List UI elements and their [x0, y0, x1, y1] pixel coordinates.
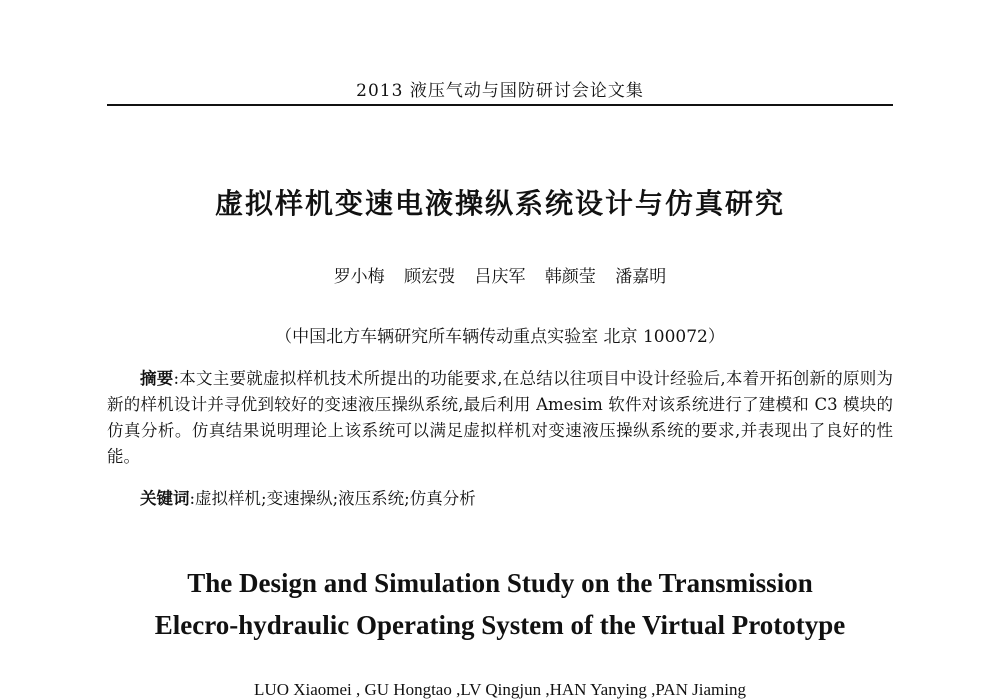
keywords-text: :虚拟样机;变速操纵;液压系统;仿真分析 [189, 489, 476, 508]
authors-english: LUO Xiaomei , GU Hongtao ,LV Qingjun ,HAN Yanying ,PAN Jiaming [254, 680, 746, 699]
paper-title-english-line1: The Design and Simulation Study on the Transmission [187, 568, 813, 598]
paper-title-english [0, 562, 1000, 646]
paper-title-english-line2: Elecro-hydraulic Operating System of the Virtual Prototype [154, 610, 846, 640]
paper-title-chinese: 虚拟样机变速电液操纵系统设计与仿真研究 [214, 187, 785, 220]
affiliation-chinese: （中国北方车辆研究所车辆传动重点实验室 北京 100072） [275, 327, 725, 347]
authors-chinese: 罗小梅 顾宏弢 吕庆军 韩颜莹 潘嘉明 [333, 267, 667, 287]
running-header: 2013 液压气动与国防研讨会论文集 [356, 81, 644, 101]
keywords-paragraph [107, 486, 893, 512]
abstract-text: :本文主要就虚拟样机技术所提出的功能要求,在总结以往项目中设计经验后,本着开拓创新的原则为新的样机设计并寻优到较好的变速液压操纵系统,最后利用 Amesim 软件对该系统进行了建模和 C3 模块的仿真分析。仿真结果说明理论上该系统可以满足虚拟样机对变速液压操纵系统的要求,并表现出了良好的性能。 [107, 369, 893, 466]
header-rule [107, 104, 893, 106]
keywords-label: 关键词 [140, 489, 190, 508]
abstract-label: 摘要 [140, 369, 174, 388]
abstract-paragraph [107, 366, 893, 470]
